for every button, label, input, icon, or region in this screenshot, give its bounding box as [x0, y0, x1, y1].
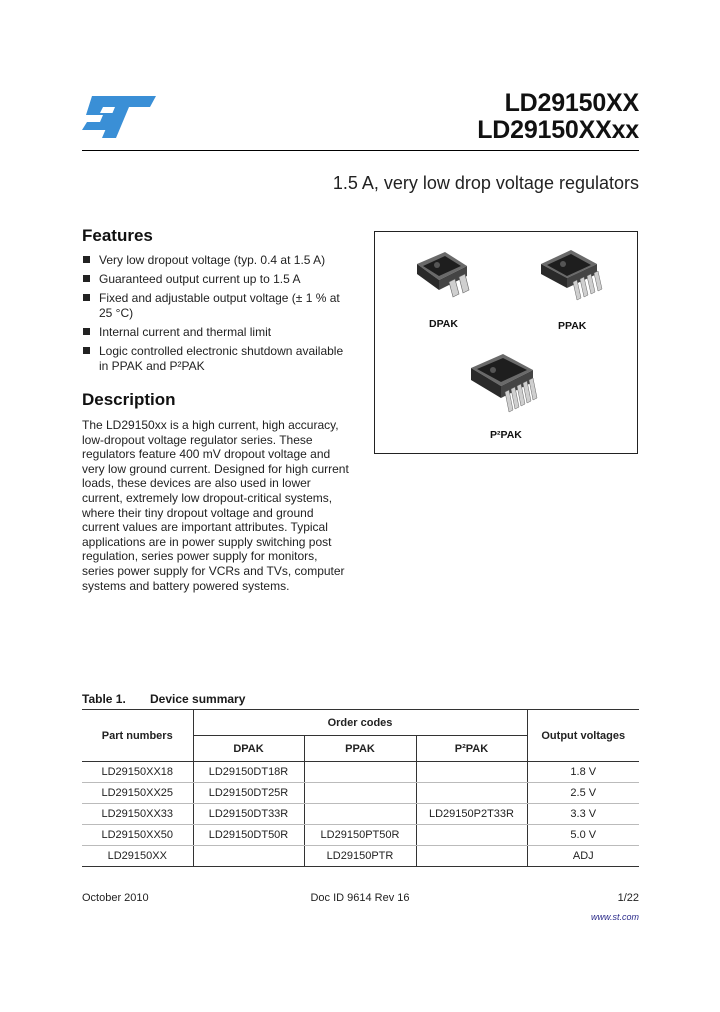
header-p2pak: P²PAK: [416, 736, 527, 762]
cell-dpak: LD29150DT33R: [193, 804, 304, 825]
cell-dpak: LD29150DT50R: [193, 825, 304, 846]
cell-voltage: 2.5 V: [527, 783, 639, 804]
cell-part: LD29150XX33: [82, 804, 193, 825]
header-divider: [82, 150, 639, 151]
list-item: Fixed and adjustable output voltage (± 1 % at 25 °C): [82, 291, 352, 320]
cell-ppak: LD29150PT50R: [304, 825, 416, 846]
cell-ppak: LD29150PTR: [304, 846, 416, 867]
device-summary-table: [82, 709, 639, 867]
list-item: Guaranteed output current up to 1.5 A: [82, 272, 352, 287]
header-output-voltages: Output voltages: [527, 710, 639, 762]
footer-date: October 2010: [82, 892, 149, 904]
table-row: [82, 825, 639, 846]
ppak-label: PPAK: [558, 320, 587, 332]
st-logo: [82, 96, 156, 138]
table-row: [82, 846, 639, 867]
table-row: [82, 783, 639, 804]
cell-voltage: ADJ: [527, 846, 639, 867]
p2pak-package-icon: [467, 350, 547, 420]
footer-page-number: 1/22: [617, 892, 639, 904]
cell-ppak: [304, 804, 416, 825]
st-logo-icon: [82, 96, 156, 138]
cell-part: LD29150XX18: [82, 762, 193, 783]
table-row: [82, 804, 639, 825]
cell-part: LD29150XX50: [82, 825, 193, 846]
bullet-icon: [83, 256, 90, 263]
cell-part: LD29150XX: [82, 846, 193, 867]
cell-dpak: LD29150DT25R: [193, 783, 304, 804]
cell-part: LD29150XX25: [82, 783, 193, 804]
cell-voltage: 1.8 V: [527, 762, 639, 783]
list-item: Logic controlled electronic shutdown available in PPAK and P²PAK: [82, 344, 352, 373]
cell-p2pak: [416, 825, 527, 846]
features-list: [82, 253, 352, 378]
list-item: Internal current and thermal limit: [82, 325, 352, 340]
cell-ppak: [304, 762, 416, 783]
description-heading: Description: [82, 390, 176, 409]
dpak-package-icon: [409, 250, 475, 302]
cell-p2pak: [416, 762, 527, 783]
header-ppak: PPAK: [304, 736, 416, 762]
description-paragraph: The LD29150xx is a high current, high accuracy, low-dropout voltage regulator series. These regulators feature 400 mV dropout voltage and very low ground current. Designed for high current loads, these devices are also used in lower current, extremely low dropout-critical systems, where their tiny dropout voltage and ground current values are important attributes. Typical applications are in power supply switching post regulation, series power supply for monitors, series power supply for VCRs and TVs, computer systems and battery powered systems.: [82, 418, 349, 593]
document-subtitle: 1.5 A, very low drop voltage regulators: [332, 173, 639, 193]
table-caption: [82, 692, 245, 706]
bullet-icon: [83, 275, 90, 282]
cell-p2pak: [416, 846, 527, 867]
cell-p2pak: [416, 783, 527, 804]
header-dpak: DPAK: [193, 736, 304, 762]
bullet-icon: [83, 328, 90, 335]
footer-url-link[interactable]: www.st.com: [590, 912, 639, 922]
table-header-row: [82, 710, 639, 736]
header-part-numbers: Part numbers: [82, 710, 193, 762]
cell-voltage: 5.0 V: [527, 825, 639, 846]
bullet-icon: [83, 347, 90, 354]
table-title: Device summary: [150, 692, 246, 706]
table-row: [82, 762, 639, 783]
cell-voltage: 3.3 V: [527, 804, 639, 825]
p2pak-label: P²PAK: [490, 429, 522, 441]
package-figure: [374, 231, 638, 454]
title-line-1: LD29150XX: [504, 89, 639, 117]
cell-p2pak: LD29150P2T33R: [416, 804, 527, 825]
dpak-label: DPAK: [429, 318, 458, 330]
list-item: Very low dropout voltage (typ. 0.4 at 1.5 A): [82, 253, 352, 268]
bullet-icon: [83, 294, 90, 301]
cell-ppak: [304, 783, 416, 804]
title-line-2: LD29150XXxx: [477, 116, 639, 144]
header-order-codes: Order codes: [193, 710, 527, 736]
cell-dpak: LD29150DT18R: [193, 762, 304, 783]
ppak-package-icon: [537, 246, 609, 306]
table-number: Table 1.: [82, 692, 126, 706]
document-title: [477, 90, 639, 144]
cell-dpak: [193, 846, 304, 867]
features-heading: Features: [82, 226, 153, 245]
footer-doc-id: Doc ID 9614 Rev 16: [310, 892, 410, 904]
